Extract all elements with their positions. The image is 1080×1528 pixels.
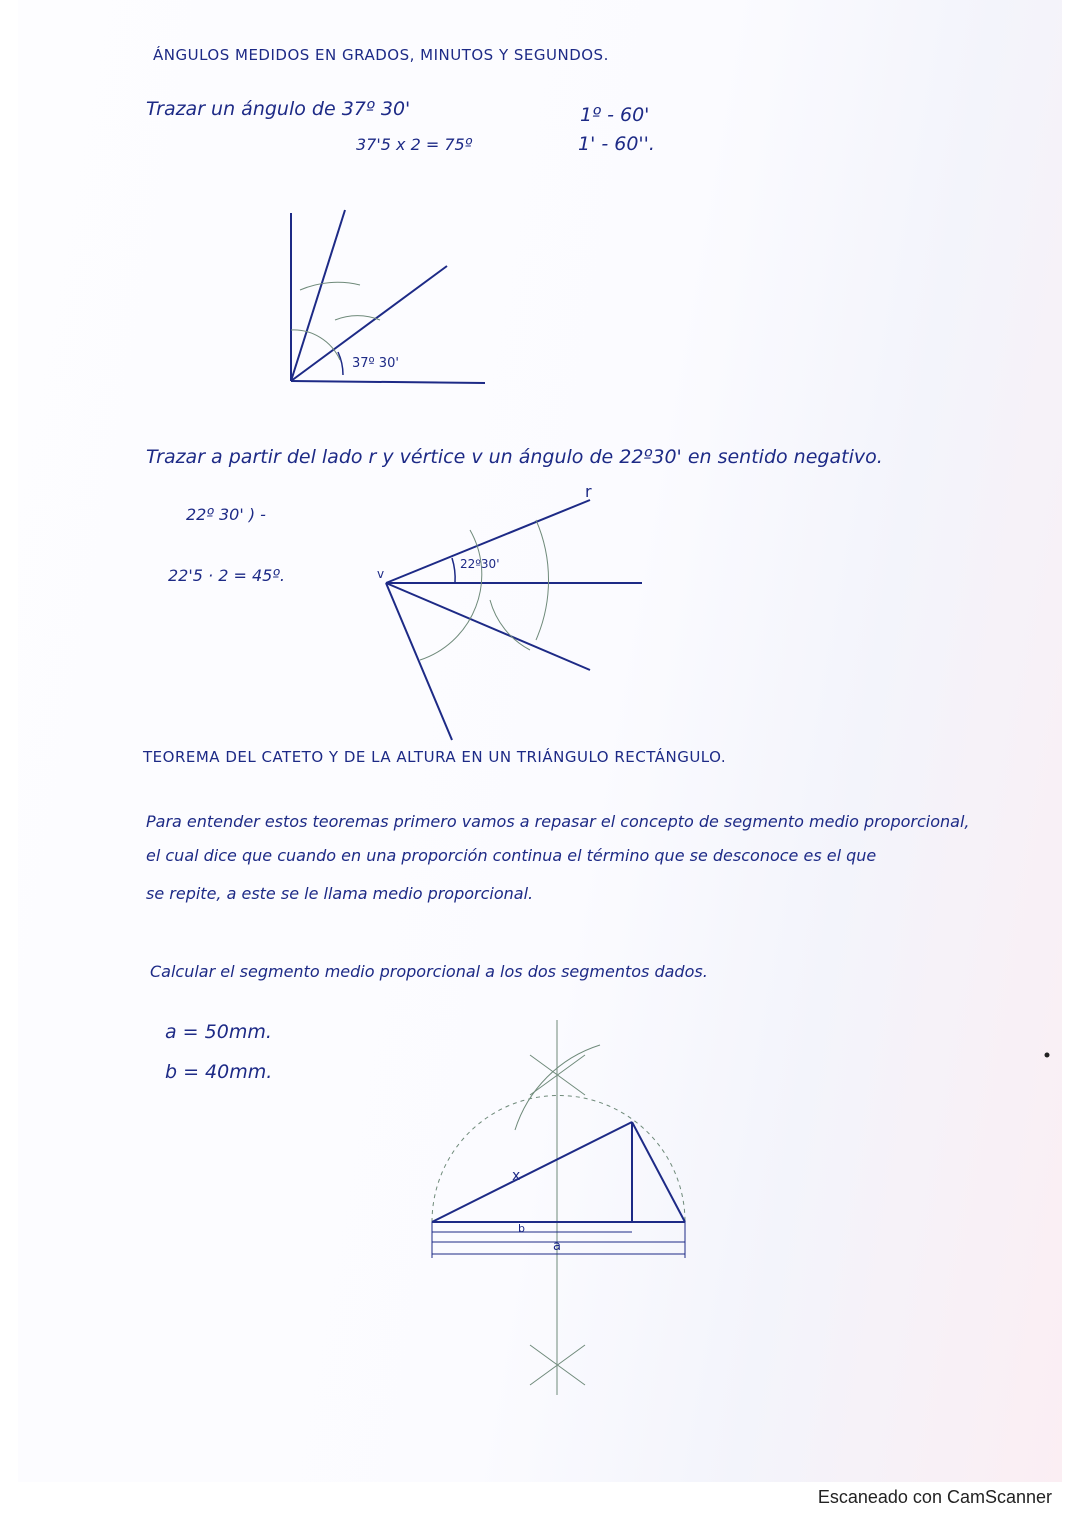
section2-task: Trazar a partir del lado r y vértice v un ángulo de 22º30' en sentido negativo. bbox=[146, 446, 883, 468]
construction-arcs bbox=[420, 520, 549, 660]
section1-calc: 37'5 x 2 = 75º bbox=[356, 135, 473, 154]
side-r-label: r bbox=[585, 482, 592, 501]
section1-task: Trazar un ángulo de 37º 30' bbox=[146, 98, 411, 120]
vertex-v-label: v bbox=[377, 567, 385, 581]
construction-lines bbox=[432, 1020, 685, 1395]
right-triangle-diagram bbox=[432, 1122, 685, 1258]
section1-title: ÁNGULOS MEDIDOS EN GRADOS, MINUTOS Y SEGUNDOS. bbox=[153, 46, 609, 64]
section3-task: Calcular el segmento medio proporcional a los dos segmentos dados. bbox=[150, 962, 708, 981]
section3-title: TEOREMA DEL CATETO Y DE LA ALTURA EN UN TRIÁNGULO RECTÁNGULO. bbox=[143, 748, 727, 766]
segment-b-label: b bbox=[518, 1222, 525, 1235]
dot-mark bbox=[1045, 1053, 1050, 1058]
section2-note2: 22'5 · 2 = 45º. bbox=[168, 566, 285, 585]
given-a: a = 50mm. bbox=[165, 1021, 272, 1043]
paragraph-line: se repite, a este se le llama medio proporcional. bbox=[146, 884, 534, 903]
angle-label: 37º 30' bbox=[352, 356, 399, 371]
scanner-watermark: Escaneado con CamScanner bbox=[817, 1487, 1052, 1507]
equivalence-minute: 1' - 60''. bbox=[578, 133, 655, 155]
paragraph-line: el cual dice que cuando en una proporción continua el término que se desconoce es el que bbox=[146, 846, 877, 865]
angle-label: 22º30' bbox=[460, 557, 500, 571]
segment-a-label: a bbox=[553, 1239, 561, 1254]
given-b: b = 40mm. bbox=[165, 1061, 273, 1083]
paragraph-line: Para entender estos teoremas primero vamos a repasar el concepto de segmento medio proporcional, bbox=[146, 812, 970, 831]
equivalence-degree: 1º - 60' bbox=[580, 104, 650, 126]
angle-22-diagram bbox=[386, 500, 642, 740]
section2-note1: 22º 30' ) - bbox=[186, 505, 266, 524]
segment-x-label: x bbox=[512, 1168, 521, 1184]
